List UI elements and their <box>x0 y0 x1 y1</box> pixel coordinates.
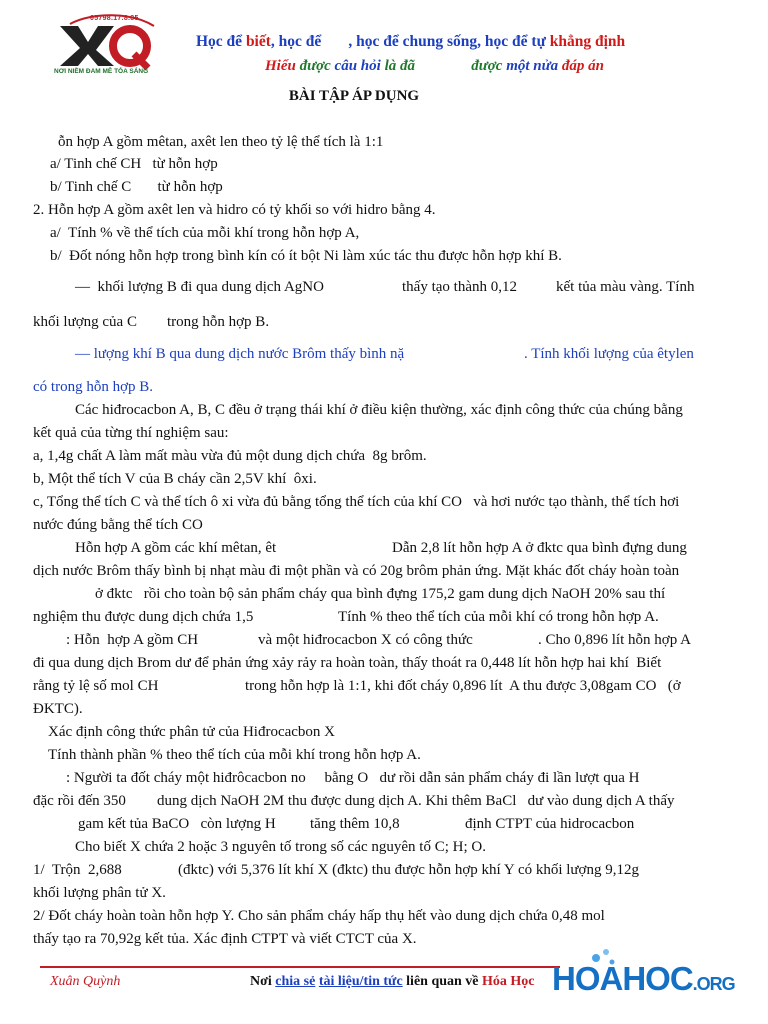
text-line: và một hiđrocacbon X có công thức <box>258 632 473 648</box>
page-title: BÀI TẬP ÁP DỤNG <box>288 88 420 104</box>
motto-run: là đã <box>384 58 472 74</box>
motto-run: biết <box>245 33 271 50</box>
text-line: thấy tạo ra 70,92g kết tủa. Xác định CTPT và viết CTCT của X. <box>33 931 417 947</box>
motto-run: câu hỏi <box>334 58 385 74</box>
site-logo[interactable] <box>552 954 735 998</box>
text-line: đi qua dung dịch Brom dư để phản ứng xảy rảy ra hoàn toàn, thấy thoát ra 0,448 lít hỗn hợp hai khí Biết <box>33 655 662 671</box>
text-line: b, Một thể tích V của B cháy cần 2,5V khí ôxi. <box>33 471 317 487</box>
site-logo-text: HOAHOC <box>552 960 693 997</box>
text-line: khối lượng của C trong hỗn hợp B. <box>33 314 270 330</box>
text-line: (đktc) với 5,376 lít khí X (đktc) thu được hỗn hợp khí Y có khối lượng 9,12g <box>178 862 639 878</box>
text-line: có trong hỗn hợp B. <box>33 379 154 395</box>
footer-link-docs[interactable]: tài liệu/tin tức <box>318 974 403 989</box>
text-line: — lượng khí B qua dung dịch nước Brôm thấy bình nặ <box>75 346 405 362</box>
footer-author: Xuân Quỳnh <box>50 974 121 989</box>
text-line: ở đktc rồi cho toàn bộ sản phẩm cháy qua bình đựng 175,2 gam dung dịch NaOH 20% sau thí <box>95 586 666 602</box>
text-line: c, Tổng thể tích C và thể tích ô xi vừa đủ bằng tổng thể tích của khí CO và hơi nước tạo thành, thể tích hơi <box>33 494 680 510</box>
motto-run: được <box>299 58 335 74</box>
logo-slogan: NƠI NIỀM ĐAM MÊ TỎA SÁNG <box>54 68 149 75</box>
text-line: Hỗn hợp A gồm các khí mêtan, êt <box>75 540 277 556</box>
text-line: kết quả của từng thí nghiệm sau: <box>33 425 229 441</box>
text-line: Tính % theo thể tích của mỗi khí có trong hỗn hợp A. <box>338 609 659 625</box>
brand-logo <box>52 14 162 80</box>
footer-text: Nơi chia sẻ tài liệu/tin tức liên quan về Hóa Học <box>250 974 535 989</box>
text-line: 1/ Trộn 2,688 <box>33 862 122 878</box>
text-line: kết tủa màu vàng. Tính <box>556 279 695 295</box>
motto-run: Học để <box>196 33 246 50</box>
text-line: trong hỗn hợp là 1:1, khi đốt cháy 0,896 lít A thu được 3,08gam CO (ở <box>245 678 681 694</box>
text-line: nghiệm thu được dung dịch chứa 1,5 <box>33 609 254 625</box>
header-motto-2 <box>265 58 604 75</box>
text-line: 2/ Đốt cháy hoàn toàn hỗn hợp Y. Cho sản phẩm cháy hấp thụ hết vào dung dịch chứa 0,48 mol <box>33 908 605 924</box>
footer-link-share[interactable]: chia sẻ <box>275 974 316 989</box>
text-line: . Cho 0,896 lít hỗn hợp A <box>538 632 691 648</box>
text-line: : Người ta đốt cháy một hiđrôcacbon no bằng O dư rồi dẫn sản phẩm cháy đi lần lượt qua H <box>66 770 640 786</box>
motto-run: , học để , học để chung sống, học để tự <box>270 33 550 50</box>
text-line: Tính thành phần % theo thể tích của mỗi khí trong hỗn hợp A. <box>48 747 421 763</box>
text-line: 2. Hỗn hợp A gồm axêt len và hidro có tỷ khối so với hidro bằng 4. <box>33 202 436 218</box>
text-line: định CTPT của hidrocacbon <box>465 816 635 832</box>
text-line: a/ Tính % về thể tích của mỗi khí trong hỗn hợp A, <box>50 225 360 241</box>
text-line: rằng tỷ lệ số mol CH <box>33 678 159 694</box>
motto-run: Hiểu <box>265 58 300 74</box>
text-line: đặc rồi đến 350 <box>33 793 126 809</box>
text-line: thấy tạo thành 0,12 <box>402 279 517 295</box>
text-line: ỗn hợp A gồm mêtan, axêt len theo tỷ lệ thể tích là 1:1 <box>58 134 384 150</box>
site-logo-tld: .ORG <box>692 974 735 994</box>
text-line: ĐKTC). <box>33 701 83 717</box>
text-line: dịch nước Brôm thấy bình bị nhạt màu đi một phần và có 20g brôm phản ứng. Mặt khác đốt cháy hoàn toàn <box>33 563 680 579</box>
logo-phone: 05798.17.8.85 <box>90 15 139 22</box>
text-line: b/ Đốt nóng hỗn hợp trong bình kín có ít bột Ni làm xúc tác thu được hỗn hợp khí B. <box>50 248 562 264</box>
text-line: : Hỗn hợp A gồm CH <box>66 632 199 648</box>
header-motto-1 <box>196 33 625 51</box>
motto-run: được <box>471 58 507 74</box>
text-line: . Tính khối lượng của êtylen <box>524 346 694 362</box>
text-line: b/ Tinh chế C từ hỗn hợp <box>50 179 223 195</box>
text-line: Xác định công thức phân tử của Hiđrocacbon X <box>48 724 335 740</box>
text-line: Các hiđrocacbon A, B, C đều ở trạng thái khí ở điều kiện thường, xác định công thức của chúng bằng <box>75 402 683 418</box>
motto-run: một nửa <box>506 58 562 74</box>
text-line: tăng thêm 10,8 <box>310 816 400 832</box>
text-line: Cho biết X chứa 2 hoặc 3 nguyên tố trong số các nguyên tố C; H; O. <box>75 839 486 855</box>
motto-run: đáp án <box>561 58 604 74</box>
text-line: a/ Tinh chế CH từ hỗn hợp <box>50 156 218 172</box>
text-line: nước đúng bằng thể tích CO <box>33 517 203 533</box>
text-line: — khối lượng B đi qua dung dịch AgNO <box>75 279 324 295</box>
text-line: gam kết tủa BaCO còn lượng H <box>78 816 276 832</box>
text-line: a, 1,4g chất A làm mất màu vừa đủ một dung dịch chứa 8g brôm. <box>33 448 427 464</box>
motto-run: khẳng định <box>549 33 626 50</box>
footer-divider <box>40 966 560 968</box>
text-line: dung dịch NaOH 2M thu được dung dịch A. Khi thêm BaCl dư vào dung dịch A thấy <box>157 793 675 809</box>
text-line: Dẫn 2,8 lít hỗn hợp A ở đktc qua bình đựng dung <box>392 540 687 556</box>
text-line: khối lượng phân tử X. <box>33 885 166 901</box>
